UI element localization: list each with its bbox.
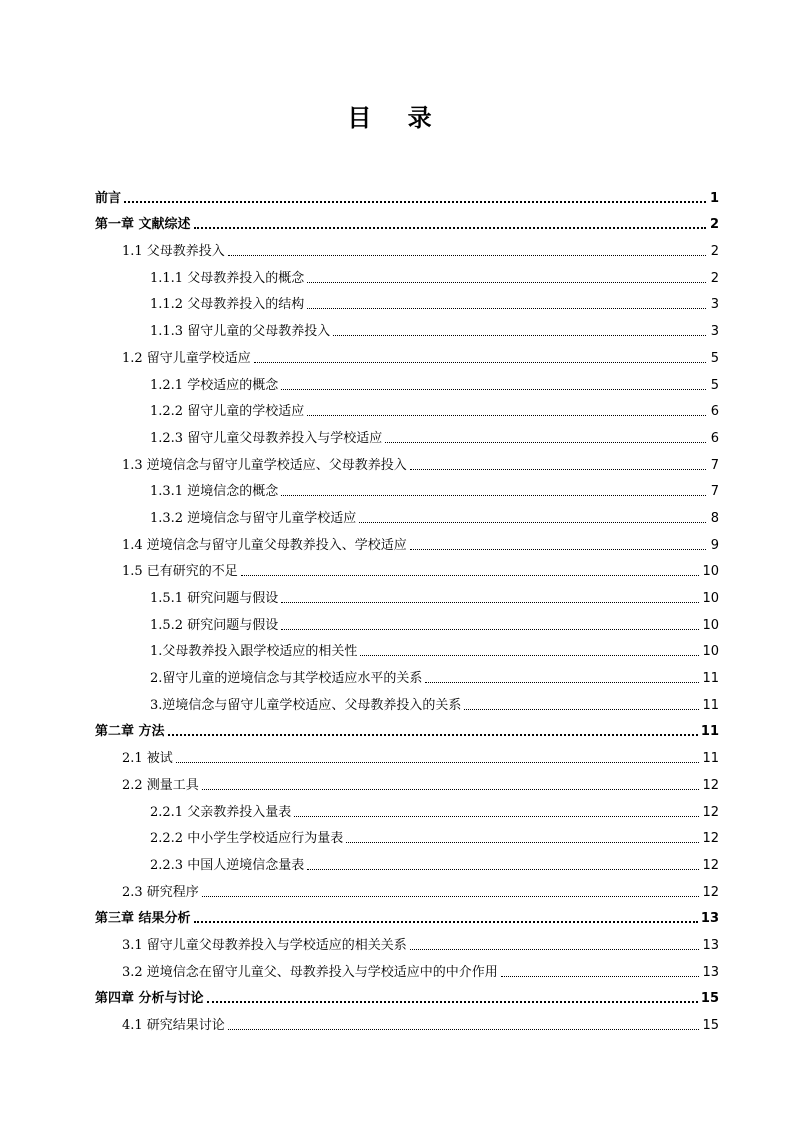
dot-leader — [254, 362, 706, 363]
toc-entry-label: 2.2.2 中小学生学校适应行为量表 — [150, 831, 344, 847]
toc-entry[interactable] — [95, 420, 719, 447]
toc-entry-page-number: 12 — [702, 831, 719, 847]
toc-entry-label: 1.5 已有研究的不足 — [122, 564, 238, 580]
toc-entry-label: 1.3 逆境信念与留守儿童学校适应、父母教养投入 — [122, 457, 407, 473]
table-of-contents — [95, 180, 719, 1034]
toc-entry-page-number: 11 — [702, 671, 719, 687]
toc-entry-page-number: 7 — [710, 484, 719, 500]
toc-entry[interactable] — [95, 847, 719, 874]
toc-entry-label: 1.5.2 研究问题与假设 — [150, 617, 279, 633]
toc-entry-label: 2.3 研究程序 — [122, 884, 199, 900]
toc-entry[interactable] — [95, 660, 719, 687]
toc-entry-page-number: 12 — [702, 804, 719, 820]
toc-entry-label: 2.2.1 父亲教养投入量表 — [150, 804, 292, 820]
toc-entry[interactable] — [95, 634, 719, 661]
toc-entry[interactable] — [95, 474, 719, 501]
dot-leader — [202, 896, 700, 897]
toc-entry-label: 前言 — [95, 190, 122, 206]
dot-leader — [360, 655, 699, 656]
toc-entry[interactable] — [95, 740, 719, 767]
toc-entry[interactable] — [95, 394, 719, 421]
toc-entry[interactable] — [95, 580, 719, 607]
toc-entry-page-number: 13 — [700, 911, 719, 927]
dot-leader — [176, 762, 700, 763]
toc-entry-page-number: 15 — [702, 1018, 719, 1033]
dot-leader — [385, 442, 706, 443]
toc-entry-page-number: 1 — [709, 190, 719, 206]
toc-entry-label: 4.1 研究结果讨论 — [122, 1018, 225, 1033]
dot-leader — [501, 976, 700, 977]
toc-entry-label: 1.父母教养投入跟学校适应的相关性 — [150, 644, 358, 660]
toc-entry-page-number: 11 — [700, 724, 719, 740]
toc-entry-page-number: 12 — [702, 777, 719, 793]
toc-entry[interactable] — [95, 554, 719, 581]
dot-leader — [410, 469, 706, 470]
toc-entry-page-number: 11 — [702, 697, 719, 713]
toc-entry-page-number: 10 — [702, 644, 719, 660]
dot-leader — [281, 389, 706, 390]
dot-leader — [307, 308, 706, 309]
toc-entry-label: 3.1 留守儿童父母教养投入与学校适应的相关关系 — [122, 937, 407, 953]
toc-entry-page-number: 8 — [710, 510, 719, 526]
toc-entry-page-number: 12 — [702, 857, 719, 873]
toc-entry-label: 1.4 逆境信念与留守儿童父母教养投入、学校适应 — [122, 537, 407, 553]
toc-entry[interactable] — [95, 954, 719, 981]
toc-entry[interactable] — [95, 767, 719, 794]
dot-leader — [228, 255, 706, 256]
toc-entry-page-number: 13 — [702, 937, 719, 953]
dot-leader — [346, 842, 699, 843]
toc-entry[interactable] — [95, 260, 719, 287]
toc-entry-label: 1.2.1 学校适应的概念 — [150, 377, 279, 393]
toc-entry-page-number: 10 — [702, 591, 719, 606]
toc-entry[interactable] — [95, 607, 719, 634]
toc-entry-page-number: 5 — [710, 377, 719, 393]
toc-entry[interactable] — [95, 821, 719, 848]
toc-entry-page-number: 2 — [709, 217, 719, 233]
dot-leader — [124, 201, 706, 203]
dot-leader — [333, 335, 706, 336]
toc-entry-page-number: 9 — [710, 537, 719, 553]
toc-entry[interactable] — [95, 981, 719, 1008]
toc-entry-page-number: 2 — [710, 270, 719, 286]
dot-leader — [202, 789, 700, 790]
toc-entry-page-number: 6 — [710, 430, 719, 446]
toc-entry-page-number: 12 — [702, 884, 719, 900]
dot-leader — [281, 602, 699, 603]
toc-entry-label: 1.5.1 研究问题与假设 — [150, 591, 279, 606]
toc-entry[interactable] — [95, 233, 719, 260]
toc-entry-page-number: 10 — [702, 564, 719, 580]
toc-entry[interactable] — [95, 367, 719, 394]
toc-entry-label: 1.1.1 父母教养投入的概念 — [150, 270, 305, 286]
toc-entry-label: 第四章 分析与讨论 — [95, 991, 204, 1007]
toc-entry-label: 第一章 文献综述 — [95, 217, 191, 233]
dot-leader — [307, 415, 706, 416]
dot-leader — [228, 1029, 700, 1030]
toc-entry-label: 1.2 留守儿童学校适应 — [122, 350, 251, 366]
dot-leader — [410, 949, 700, 950]
toc-entry-label: 1.1 父母教养投入 — [122, 244, 225, 260]
dot-leader — [207, 1001, 698, 1003]
toc-entry-label: 1.2.3 留守儿童父母教养投入与学校适应 — [150, 430, 383, 446]
dot-leader — [281, 495, 706, 496]
toc-entry-label: 2.2.3 中国人逆境信念量表 — [150, 857, 305, 873]
toc-entry-label: 3.逆境信念与留守儿童学校适应、父母教养投入的关系 — [150, 697, 462, 713]
toc-entry-label: 2.留守儿童的逆境信念与其学校适应水平的关系 — [150, 671, 423, 687]
toc-entry-label: 1.3.2 逆境信念与留守儿童学校适应 — [150, 510, 357, 526]
toc-entry[interactable] — [95, 901, 719, 928]
toc-entry-page-number: 11 — [702, 751, 719, 767]
toc-entry-page-number: 10 — [702, 617, 719, 633]
toc-entry-page-number: 6 — [710, 404, 719, 420]
dot-leader — [464, 709, 699, 710]
toc-entry[interactable] — [95, 927, 719, 954]
dot-leader — [425, 682, 699, 683]
dot-leader — [359, 522, 706, 523]
toc-entry[interactable] — [95, 1007, 719, 1034]
toc-entry-label: 第三章 结果分析 — [95, 911, 191, 927]
dot-leader — [307, 869, 699, 870]
toc-entry-label: 1.2.2 留守儿童的学校适应 — [150, 404, 305, 420]
toc-entry[interactable] — [95, 207, 719, 234]
dot-leader — [194, 921, 698, 923]
toc-entry[interactable] — [95, 313, 719, 340]
toc-entry[interactable] — [95, 714, 719, 741]
toc-entry-page-number: 3 — [710, 297, 719, 313]
toc-entry-page-number: 13 — [702, 964, 719, 980]
toc-entry[interactable] — [95, 874, 719, 901]
toc-entry-page-number: 2 — [710, 244, 719, 260]
toc-entry[interactable] — [95, 447, 719, 474]
toc-entry[interactable] — [95, 527, 719, 554]
toc-entry[interactable] — [95, 287, 719, 314]
toc-entry[interactable] — [95, 180, 719, 207]
dot-leader — [307, 282, 706, 283]
toc-entry-label: 3.2 逆境信念在留守儿童父、母教养投入与学校适应中的中介作用 — [122, 964, 498, 980]
dot-leader — [194, 227, 706, 229]
toc-entry[interactable] — [95, 500, 719, 527]
toc-entry[interactable] — [95, 340, 719, 367]
toc-entry[interactable] — [95, 687, 719, 714]
toc-entry[interactable] — [95, 794, 719, 821]
dot-leader — [410, 549, 706, 550]
toc-entry-label: 1.1.3 留守儿童的父母教养投入 — [150, 324, 331, 340]
dot-leader — [168, 734, 698, 736]
toc-entry-page-number: 5 — [710, 350, 719, 366]
dot-leader — [281, 629, 699, 630]
toc-entry-label: 1.1.2 父母教养投入的结构 — [150, 297, 305, 313]
toc-entry-page-number: 7 — [710, 457, 719, 473]
toc-entry-page-number: 15 — [700, 991, 719, 1007]
toc-entry-label: 2.2 测量工具 — [122, 777, 199, 793]
toc-entry-label: 第二章 方法 — [95, 724, 165, 740]
page-title: 目 录 — [347, 104, 446, 132]
toc-entry-label: 1.3.1 逆境信念的概念 — [150, 484, 279, 500]
dot-leader — [294, 816, 699, 817]
dot-leader — [241, 575, 700, 576]
toc-entry-label: 2.1 被试 — [122, 751, 173, 767]
toc-entry-page-number: 3 — [710, 324, 719, 340]
